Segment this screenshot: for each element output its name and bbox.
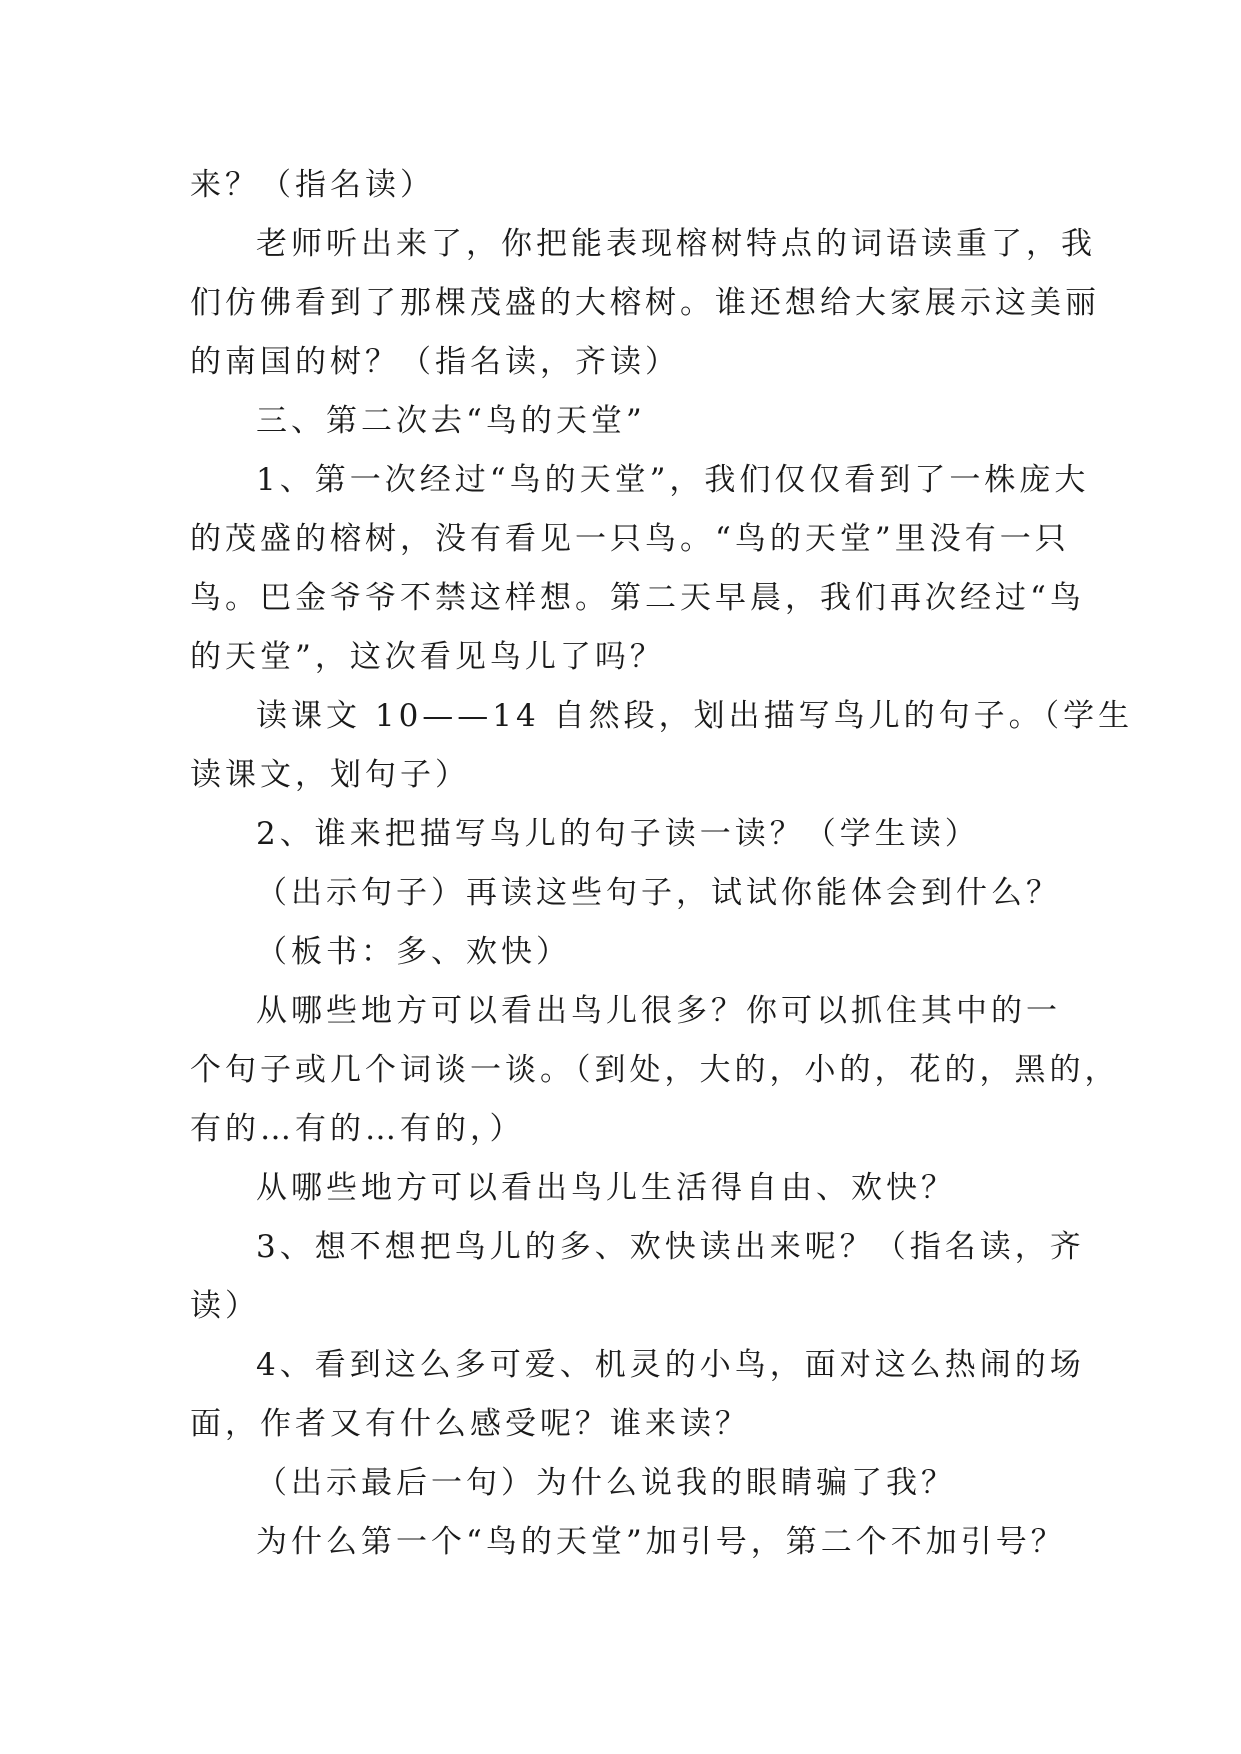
text-line: 老师听出来了，你把能表现榕树特点的词语读重了，我 <box>256 226 1096 262</box>
section-heading: 三、第二次去“鸟的天堂” <box>256 403 646 439</box>
text-line: （板书：多、欢快） <box>256 934 571 970</box>
text-line: 的茂盛的榕树，没有看见一只鸟。“鸟的天堂”里没有一只 <box>190 521 1070 557</box>
text-line: 4、看到这么多可爱、机灵的小鸟，面对这么热闹的场 <box>256 1347 1085 1383</box>
text-line: 的南国的树？（指名读，齐读） <box>190 344 680 380</box>
text-line: 读课文 10——14 自然段，划出描写鸟儿的句子。（学生 <box>256 698 1134 734</box>
text-line: 为什么第一个“鸟的天堂”加引号，第二个不加引号？ <box>256 1524 1066 1560</box>
text-line: 读课文，划句子） <box>190 757 470 793</box>
text-line: 有的…有的…有的，） <box>190 1111 525 1147</box>
body-text <box>190 156 1134 1572</box>
text-line: （出示句子）再读这些句子，试试你能体会到什么？ <box>256 875 1061 911</box>
text-line: 3、想不想把鸟儿的多、欢快读出来呢？（指名读，齐 <box>256 1229 1085 1265</box>
text-line: 来？（指名读） <box>190 167 435 203</box>
text-line: （出示最后一句）为什么说我的眼睛骗了我？ <box>256 1465 956 1501</box>
text-line: 的天堂”，这次看见鸟儿了吗？ <box>190 639 665 675</box>
text-line: 面，作者又有什么感受呢？谁来读？ <box>190 1406 750 1442</box>
text-line: 们仿佛看到了那棵茂盛的大榕树。谁还想给大家展示这美丽 <box>190 285 1100 321</box>
text-line: 1、第一次经过“鸟的天堂”，我们仅仅看到了一株庞大 <box>256 462 1090 498</box>
text-line: 个句子或几个词谈一谈。（到处，大的，小的，花的，黑的， <box>190 1052 1120 1088</box>
text-line: 从哪些地方可以看出鸟儿很多？你可以抓住其中的一 <box>256 993 1061 1029</box>
text-line: 从哪些地方可以看出鸟儿生活得自由、欢快？ <box>256 1170 956 1206</box>
text-line: 2、谁来把描写鸟儿的句子读一读？（学生读） <box>256 816 980 852</box>
text-line: 鸟。巴金爷爷不禁这样想。第二天早晨，我们再次经过“鸟 <box>190 580 1085 616</box>
text-line: 读） <box>190 1288 260 1324</box>
